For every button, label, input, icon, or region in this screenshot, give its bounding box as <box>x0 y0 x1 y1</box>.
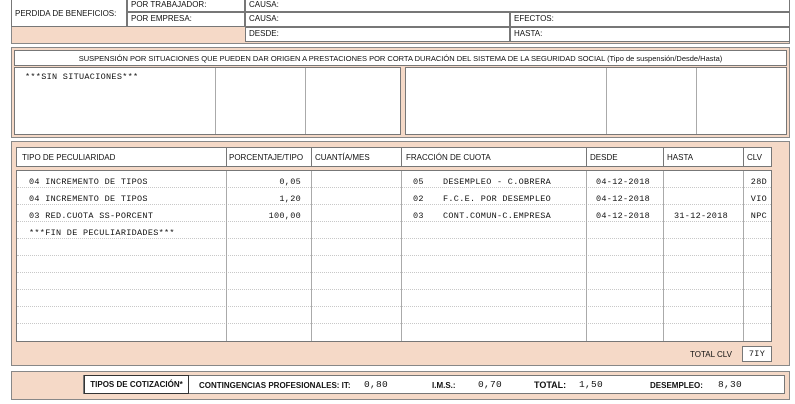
types-label-box <box>84 375 189 394</box>
cell-clv: 28D <box>750 177 767 187</box>
col-from-header: DESDE <box>590 153 618 162</box>
by-worker-label <box>127 0 245 12</box>
table-row <box>17 191 771 207</box>
cause-field-1 <box>245 0 790 12</box>
suspension-left-panel <box>14 67 401 135</box>
cell-type: 03 RED.CUOTA SS-PORCENT <box>29 211 154 221</box>
total-label: TOTAL: <box>534 380 567 390</box>
cell-fraction-code: 05 <box>413 177 424 187</box>
benefits-label <box>11 0 127 27</box>
unemployment-value: 8,30 <box>718 379 743 390</box>
from-field <box>245 27 510 42</box>
total-value: 1,50 <box>579 379 604 390</box>
cell-fraction: CONT.COMUN-C.EMPRESA <box>443 211 552 221</box>
suspension-subtitle: (Tipo de suspensión/Desde/Hasta) <box>607 54 723 63</box>
from-label: DESDE: <box>249 29 279 38</box>
ims-label: I.M.S.: <box>432 381 456 390</box>
peculiarities-header <box>16 147 772 167</box>
total-clv-label: TOTAL CLV <box>690 350 732 359</box>
it-value: 0,80 <box>364 379 389 390</box>
cell-from: 04-12-2018 <box>596 177 651 187</box>
types-label: TIPOS DE COTIZACIÓN* <box>90 380 183 389</box>
contribution-row <box>83 375 785 394</box>
cause-label-2: CAUSA: <box>249 14 279 23</box>
table-row <box>17 208 771 224</box>
cell-fraction: DESEMPLEO - C.OBRERA <box>443 177 552 187</box>
by-company-label <box>127 12 245 27</box>
suspension-title-bar <box>14 50 787 66</box>
cell-from: 04-12-2018 <box>596 211 651 221</box>
cell-fraction: F.C.E. POR DESEMPLEO <box>443 194 552 204</box>
col-to-header: HASTA <box>667 153 694 162</box>
col-fraction-header: FRACCIÓN DE CUOTA <box>406 153 491 162</box>
unemployment-label: DESEMPLEO: <box>650 381 703 390</box>
cell-from: 04-12-2018 <box>596 194 651 204</box>
total-clv-value: 7IY <box>742 346 772 362</box>
table-row <box>17 225 771 241</box>
cell-percent: 0,05 <box>279 177 301 187</box>
effects-field <box>510 12 790 27</box>
cell-type: 04 INCREMENTO DE TIPOS <box>29 194 148 204</box>
no-situations-text: ***SIN SITUACIONES*** <box>25 72 139 82</box>
cell-to: 31-12-2018 <box>674 211 729 221</box>
to-field <box>510 27 790 42</box>
by-company-text: POR EMPRESA: <box>131 14 192 23</box>
col-type-header: TIPO DE PECULIARIDAD <box>22 153 116 162</box>
professional-label: CONTINGENCIAS PROFESIONALES: IT: <box>199 381 351 390</box>
cause-field-2 <box>245 12 510 27</box>
cell-fraction-code: 03 <box>413 211 424 221</box>
col-percent-header: PORCENTAJE/TIPO <box>229 153 304 162</box>
benefits-label-text: PERDIDA DE BENEFICIOS: <box>15 9 117 18</box>
to-label: HASTA: <box>514 29 543 38</box>
ims-value: 0,70 <box>478 379 503 390</box>
cell-percent: 1,20 <box>279 194 301 204</box>
suspension-title: SUSPENSIÓN POR SITUACIONES QUE PUEDEN DAR ORIGEN A PRESTACIONES POR CORTA DURACIÓN DEL SISTEMA DE LA SEGURIDAD SOCIAL <box>78 54 605 63</box>
by-worker-text: POR TRABAJADOR: <box>131 0 207 9</box>
peculiarities-body <box>16 170 772 342</box>
cell-clv: VIO <box>750 194 767 204</box>
cell-fraction-code: 02 <box>413 194 424 204</box>
suspension-right-panel <box>405 67 787 135</box>
col-clv-header: CLV <box>747 153 762 162</box>
table-row <box>17 174 771 190</box>
col-amount-header: CUANTÍA/MES <box>315 153 370 162</box>
cause-label-1: CAUSA: <box>249 0 279 9</box>
cell-clv: NPC <box>750 211 767 221</box>
cell-type: 04 INCREMENTO DE TIPOS <box>29 177 148 187</box>
effects-label: EFECTOS: <box>514 14 554 23</box>
cell-type: ***FIN DE PECULIARIDADES*** <box>29 228 175 238</box>
cell-percent: 100,00 <box>268 211 301 221</box>
